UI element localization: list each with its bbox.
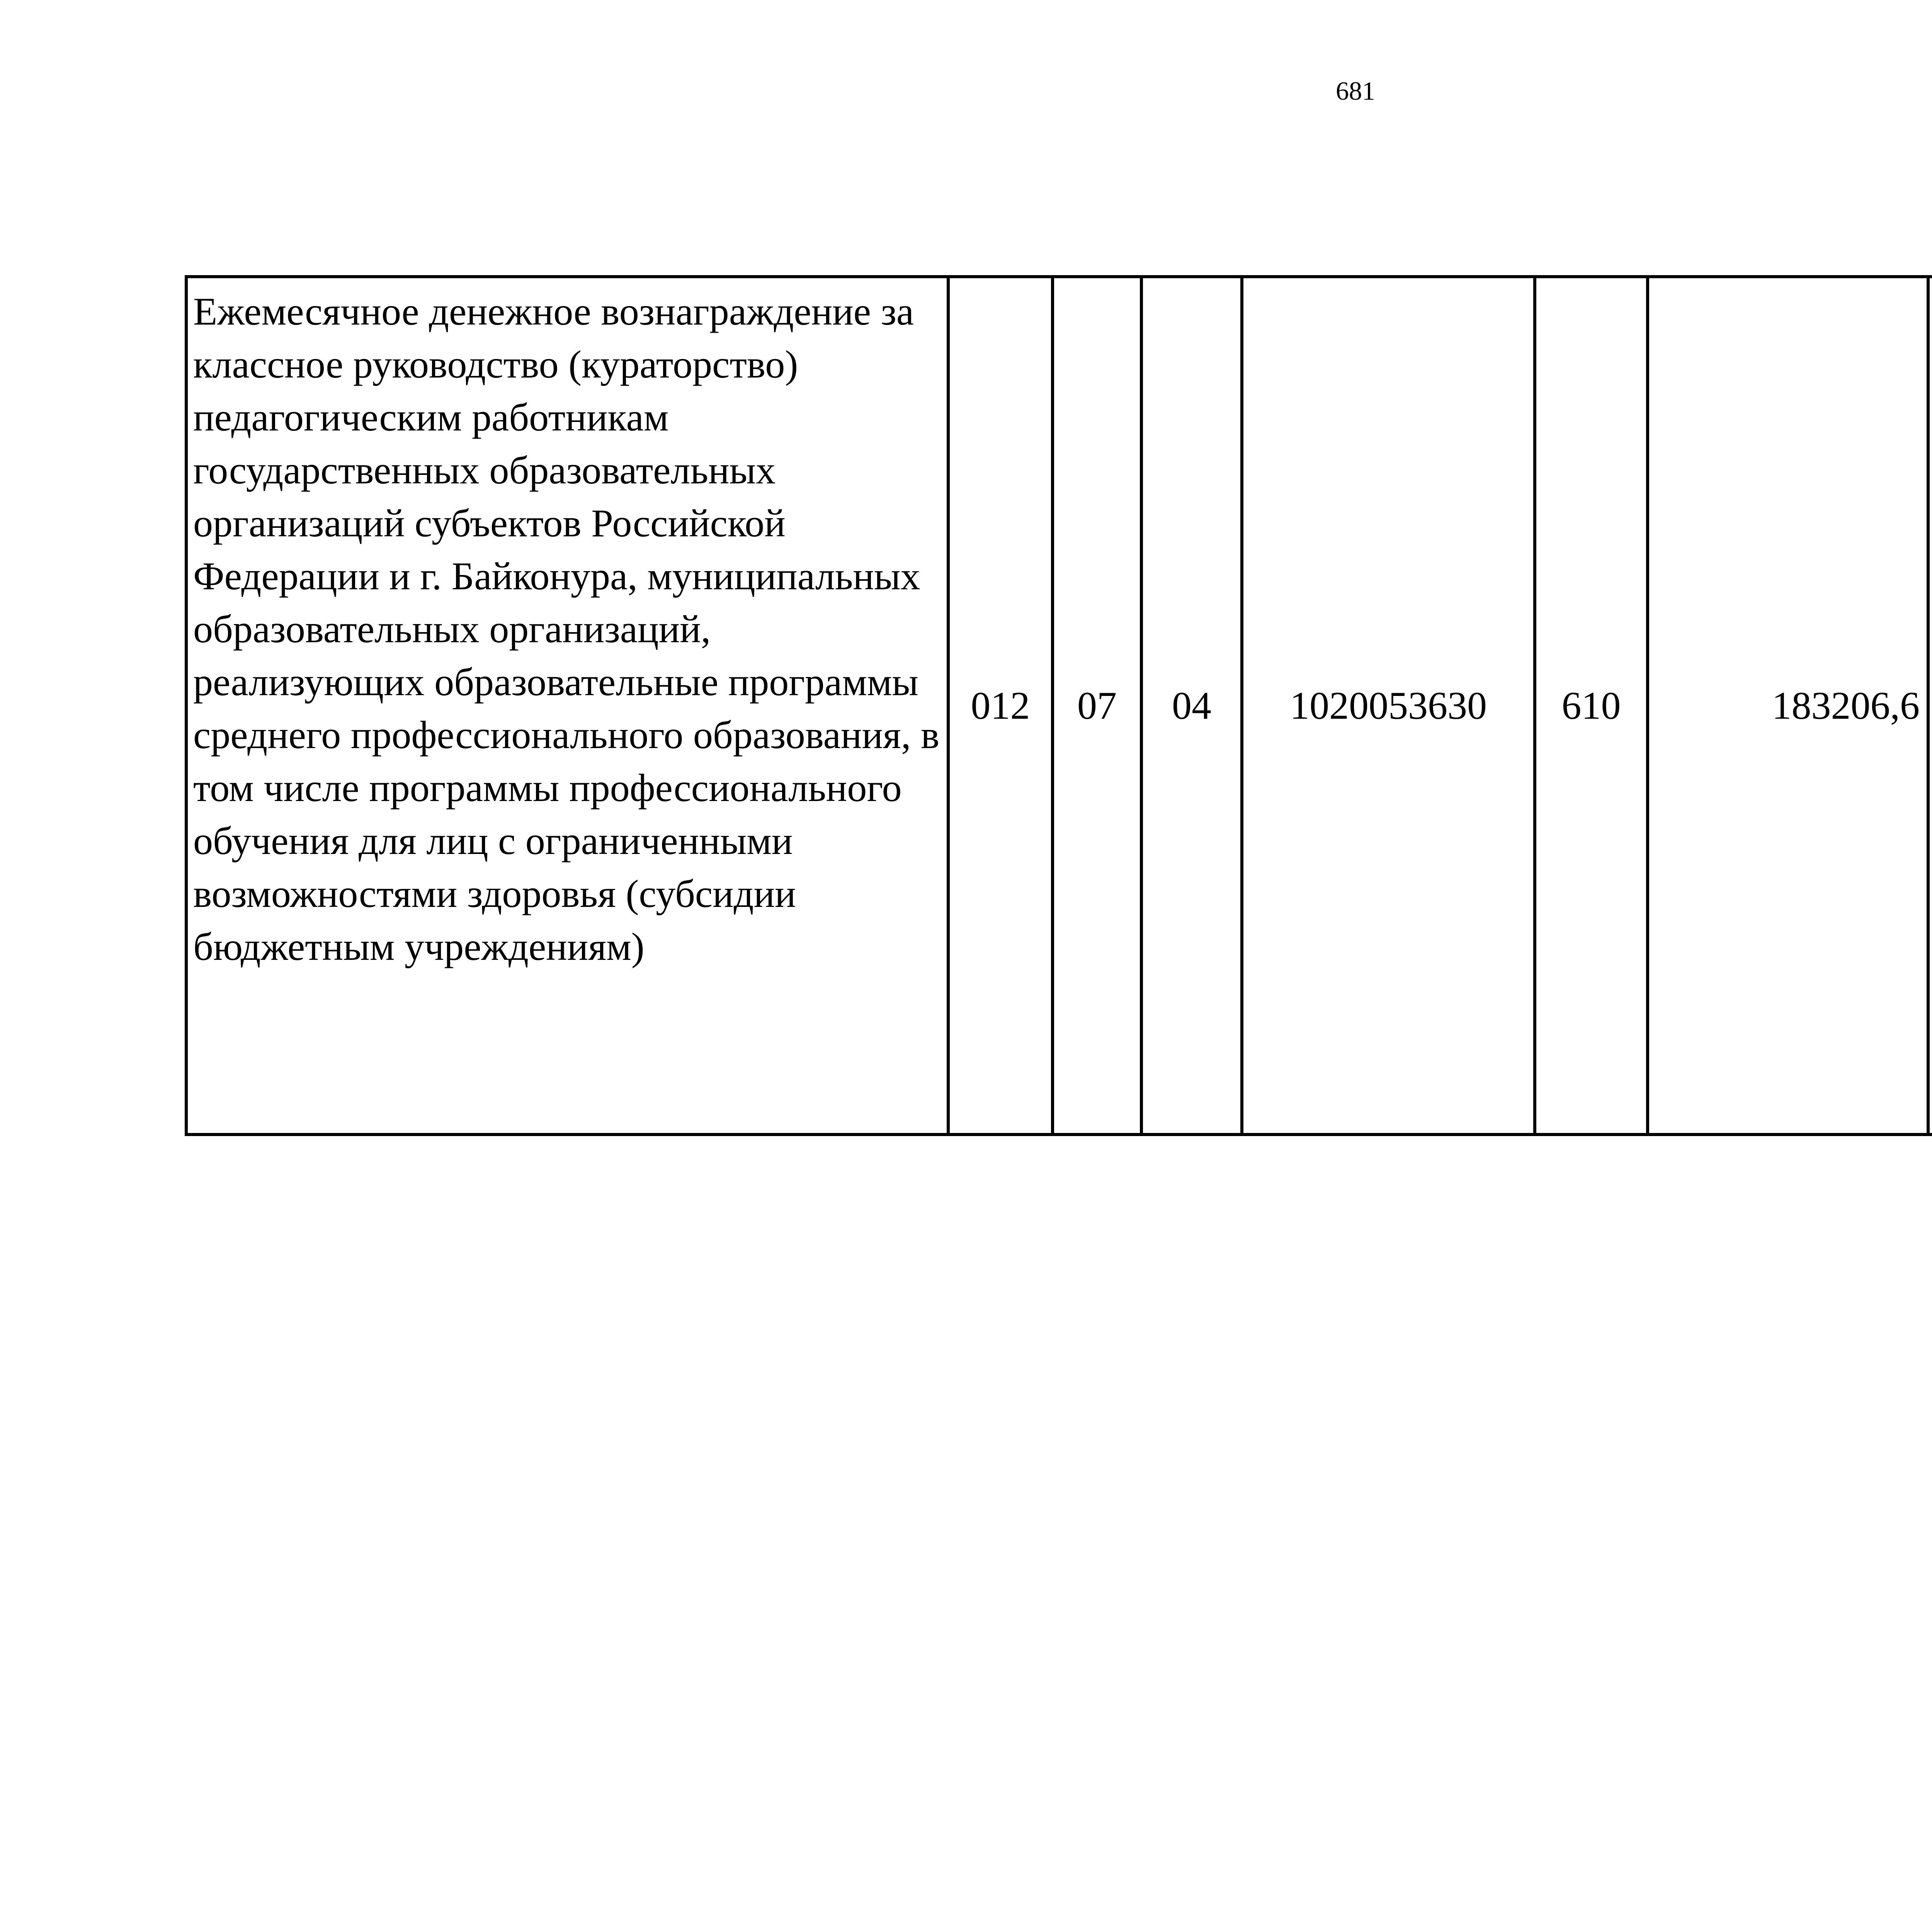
page-number: 681 bbox=[1336, 76, 1375, 105]
ministry-code-cell: 012 bbox=[948, 277, 1053, 1135]
row-description: Ежемесячное денежное вознаграждение за классное руководство (кураторство) педагогическим работникам государственных образовательных организаций субъектов Российской Федерации и г. Байконура, муниципальных образовательных организаций, реализующих образовательные программы среднего профессионального образования, в том числе программы профессионального обучения для лиц с ограниченными возможностями здоровья (субсидии бюджетным учреждениям) bbox=[186, 277, 948, 1135]
subsection-cell: 04 bbox=[1141, 277, 1242, 1135]
table-row bbox=[186, 277, 1932, 1135]
expense-type-cell: 610 bbox=[1535, 277, 1648, 1135]
amount-1-cell: 183206,6 bbox=[1648, 277, 1928, 1135]
section-cell: 07 bbox=[1053, 277, 1141, 1135]
budget-table bbox=[185, 275, 1932, 1136]
amount-2-cell bbox=[1928, 277, 1932, 1135]
target-article-cell: 1020053630 bbox=[1242, 277, 1535, 1135]
